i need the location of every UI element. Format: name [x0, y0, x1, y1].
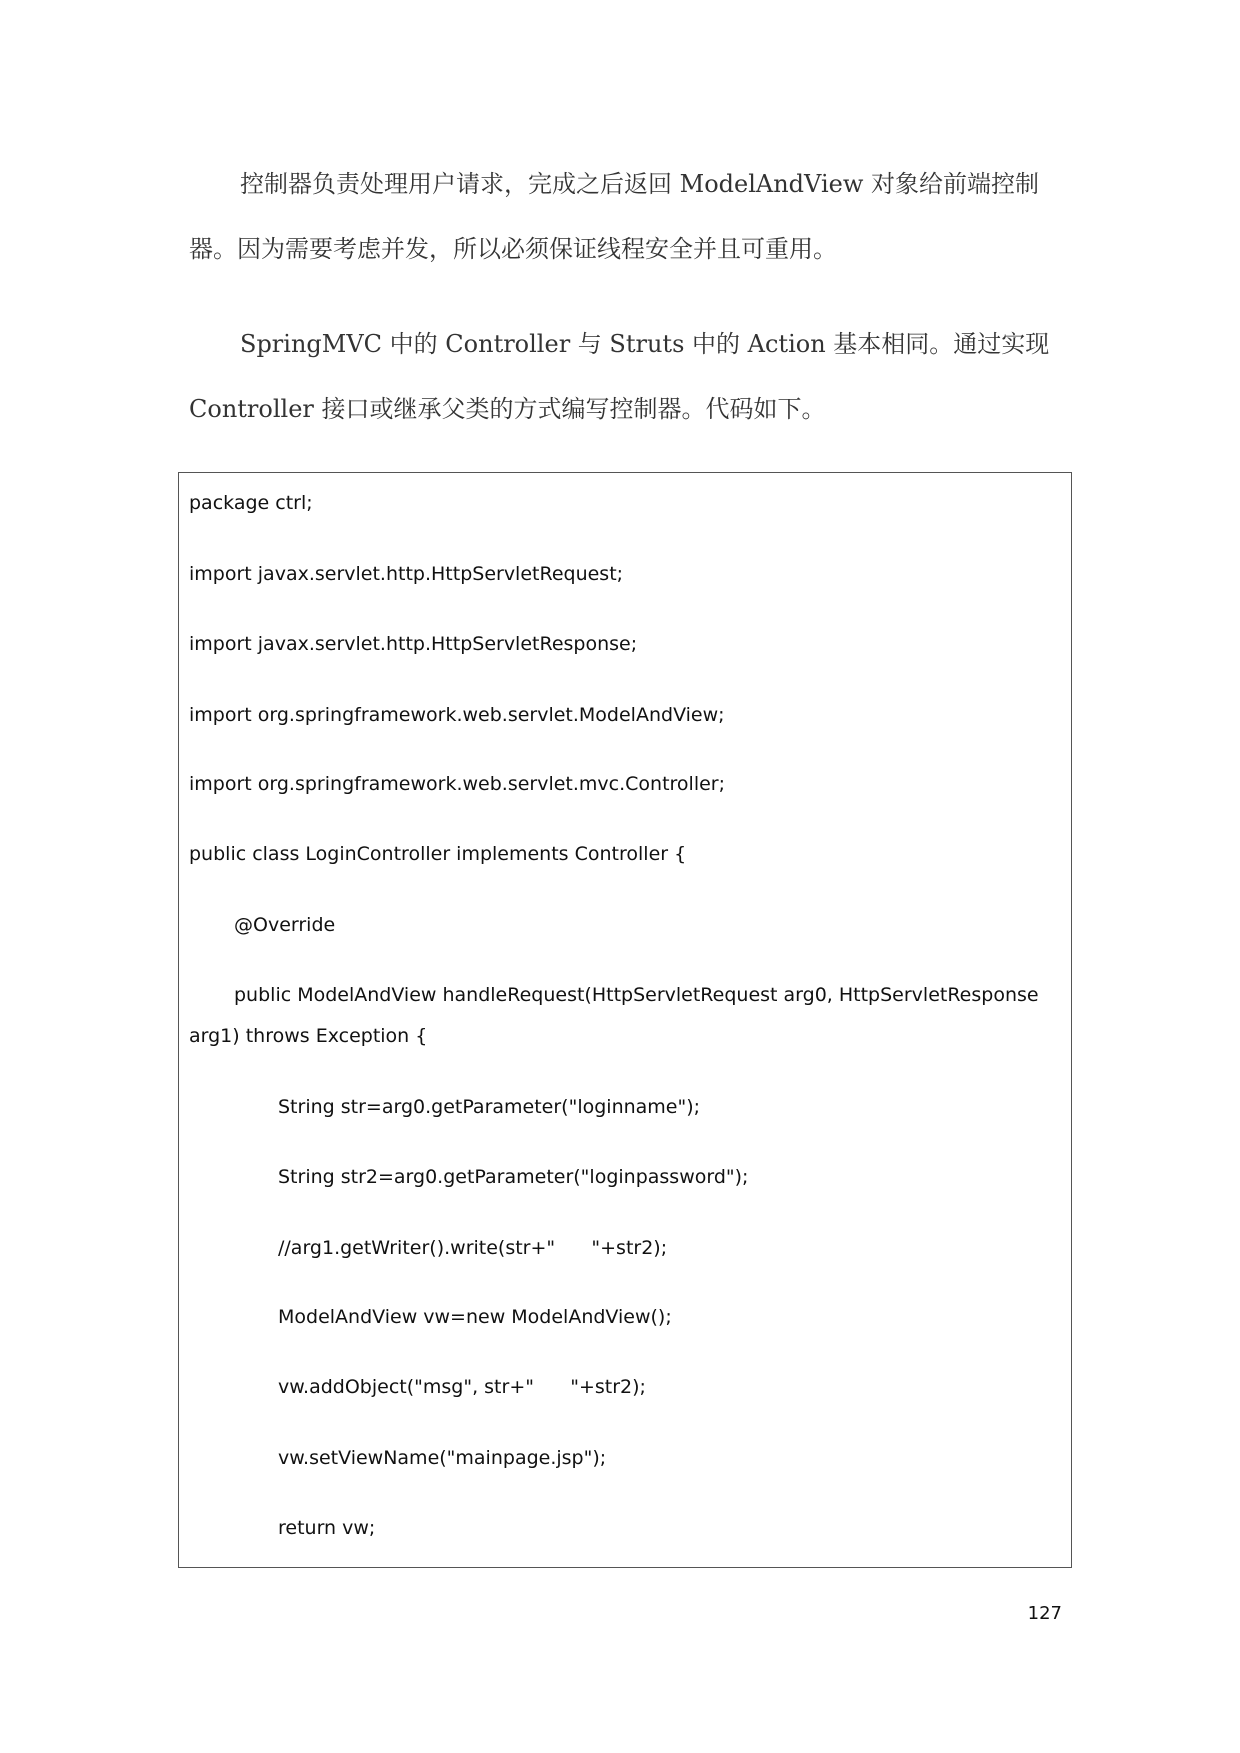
code-line: vw.setViewName("mainpage.jsp"); [278, 1447, 607, 1469]
code-line: import javax.servlet.http.HttpServletResponse; [189, 633, 638, 655]
page-number: 127 [1027, 1603, 1062, 1624]
code-line: import org.springframework.web.servlet.mvc.Controller; [189, 773, 726, 795]
paragraph-1-line-1: 控制器负责处理用户请求，完成之后返回 ModelAndView 对象给前端控制 [240, 170, 1040, 198]
paragraph-2-line-2: Controller 接口或继承父类的方式编写控制器。代码如下。 [189, 395, 826, 423]
code-line: //arg1.getWriter().write(str+" "+str2); [278, 1237, 668, 1259]
code-line: return vw; [278, 1517, 376, 1539]
code-line: arg1) throws Exception { [189, 1025, 428, 1047]
code-line: import javax.servlet.http.HttpServletRequest; [189, 563, 624, 585]
code-line: public class LoginController implements Controller { [189, 843, 687, 865]
code-line: package ctrl; [189, 492, 313, 514]
code-line: ModelAndView vw=new ModelAndView(); [278, 1306, 672, 1328]
code-line: String str2=arg0.getParameter("loginpassword"); [278, 1166, 749, 1188]
code-line: public ModelAndView handleRequest(HttpServletRequest arg0, HttpServletResponse [234, 984, 1039, 1006]
code-line: import org.springframework.web.servlet.ModelAndView; [189, 704, 725, 726]
code-line: @Override [234, 914, 336, 936]
code-line: String str=arg0.getParameter("loginname"); [278, 1096, 701, 1118]
paragraph-2-line-1: SpringMVC 中的 Controller 与 Struts 中的 Action 基本相同。通过实现 [240, 330, 1050, 358]
paragraph-1-line-2: 器。因为需要考虑并发，所以必须保证线程安全并且可重用。 [189, 235, 837, 263]
code-line: vw.addObject("msg", str+" "+str2); [278, 1376, 646, 1398]
